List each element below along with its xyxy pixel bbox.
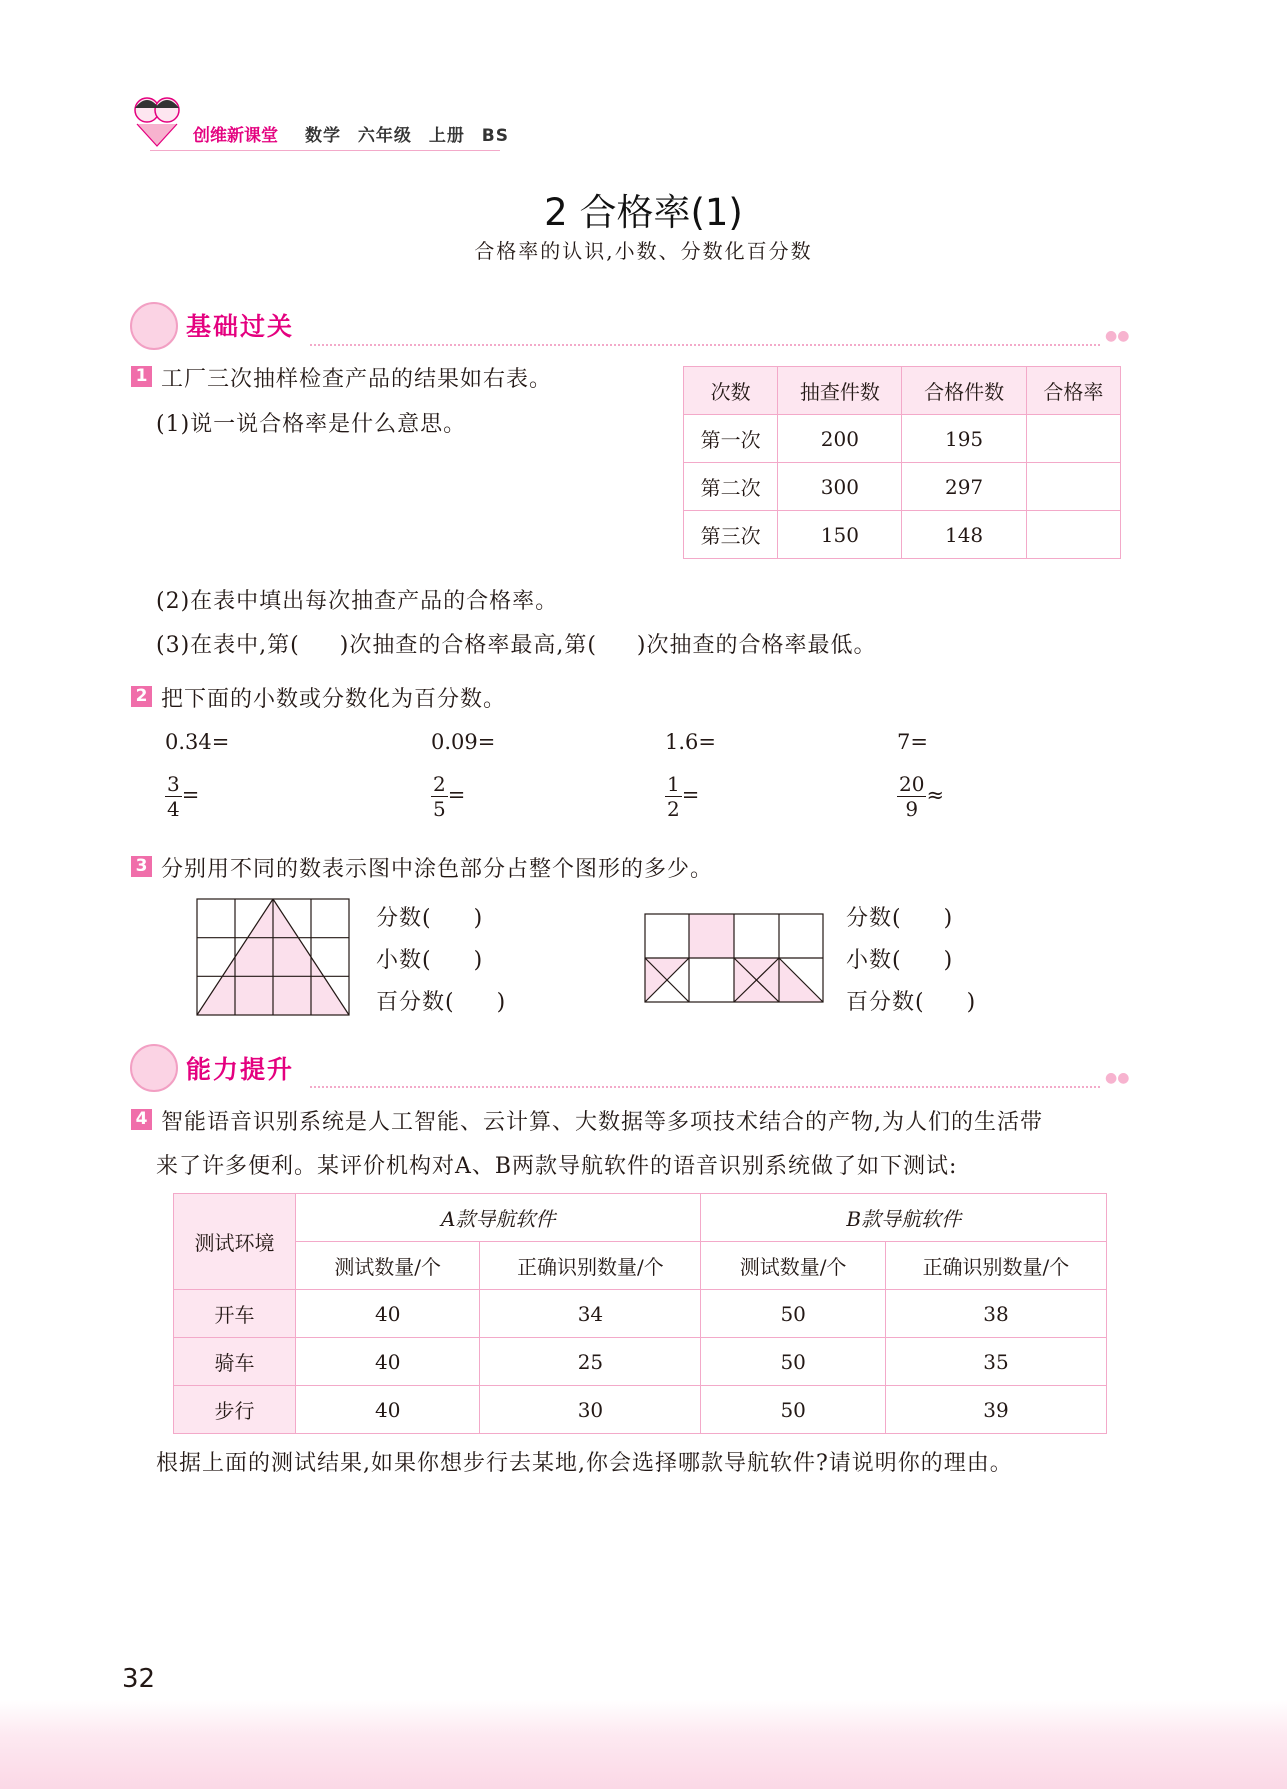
q1-sub3-part-c: )次抽查的合格率最低。 [636,633,877,658]
fraction-denominator: 9 [905,797,919,821]
page-title: 2 合格率(1) [544,191,743,234]
label-close: ) [496,990,507,1015]
fraction-numerator: 1 [667,772,680,796]
q1-answer-cell[interactable] [1026,511,1120,559]
table-row [174,1386,1107,1434]
q4-cell: 40 [295,1386,479,1434]
label-close: ) [943,906,954,931]
q1-cell: 297 [902,463,1026,511]
q1-table-header: 抽查件数 [778,367,902,415]
label-percent: 百分数( [376,990,455,1015]
q2-fraction-item [431,772,465,821]
q1-cell: 第三次 [684,511,778,559]
q3-figure-triangle [195,897,351,1017]
header-info [305,121,519,146]
label-fraction: 分数( [376,906,432,931]
q4-cell: 25 [480,1338,701,1386]
fraction-denominator: 2 [667,797,680,821]
label-close: ) [473,906,484,931]
label-fraction: 分数( [846,906,902,931]
q3-fig2-decimal [846,943,953,974]
question-number-3: 3 [131,856,152,877]
q1-cell: 195 [902,415,1026,463]
section-basic-divider [310,344,1100,346]
label-close: ) [943,948,954,973]
q1-cell: 第一次 [684,415,778,463]
section-advanced-title: 能力提升 [186,1055,295,1084]
q4-sub-header: 测试数量/个 [701,1242,885,1290]
mascot-logo [127,88,189,150]
header-grade: 六年级 [357,126,412,146]
q1-cell: 200 [778,415,902,463]
q1-answer-cell[interactable] [1026,415,1120,463]
fraction-numerator: 20 [899,772,925,796]
q2-decimal: 0.34= [165,730,230,754]
fraction [897,772,926,821]
question-number-1: 1 [131,366,152,387]
fraction [431,772,448,821]
q1-cell: 150 [778,511,902,559]
fraction-numerator: 2 [433,772,446,796]
q1-text: 工厂三次抽样检查产品的结果如右表。 [161,367,553,392]
q3-fig1-fraction [376,901,483,932]
q4-cell: 40 [295,1290,479,1338]
footer-band [0,1700,1287,1789]
table-row [174,1290,1107,1338]
q3-fig2-fraction [846,901,953,932]
q2-decimal: 7= [897,730,928,754]
q3-fig1-percent [376,985,506,1016]
q1-table-header: 次数 [684,367,778,415]
q3-fig1-decimal [376,943,483,974]
section-basic-dots-icon: ●● [1105,328,1130,344]
q4-cell: 30 [480,1386,701,1434]
fraction-operator: = [447,783,466,807]
q4-cell: 50 [701,1338,885,1386]
section-basic-title: 基础过关 [186,312,295,341]
fraction-numerator: 3 [167,772,180,796]
table-row [174,1338,1107,1386]
q1-sub3-part-a: (3)在表中,第( [156,633,300,658]
q1-sub3-part-b: )次抽查的合格率最高,第( [339,633,597,658]
q4-group-b-header: B款导航软件 [701,1194,1107,1242]
q4-cell: 50 [701,1386,885,1434]
q4-env-header: 测试环境 [174,1194,296,1290]
question-number-2: 2 [131,686,152,707]
q4-cell: 39 [885,1386,1106,1434]
fraction [665,772,682,821]
q4-group-a-header: A款导航软件 [295,1194,700,1242]
q4-row-label: 开车 [174,1290,296,1338]
fraction-denominator: 4 [167,797,180,821]
header-brand: 创维新课堂 [193,126,278,146]
fraction-operator: ≈ [926,783,945,807]
table-row [684,511,1121,559]
q1-table-header: 合格率 [1026,367,1120,415]
q4-sub-header: 测试数量/个 [295,1242,479,1290]
section-advanced-icon [130,1044,178,1092]
header-subject: 数学 [305,126,341,146]
header-divider [150,150,500,151]
table-row [684,463,1121,511]
q4-row-label: 步行 [174,1386,296,1434]
fraction [165,772,182,821]
label-close: ) [473,948,484,973]
q4-cell: 35 [885,1338,1106,1386]
q4-cell: 50 [701,1290,885,1338]
label-decimal: 小数( [846,948,902,973]
q4-row-label: 骑车 [174,1338,296,1386]
q2-fraction-item [665,772,699,821]
q3-text: 分别用不同的数表示图中涂色部分占整个图形的多少。 [161,857,714,882]
q1-answer-cell[interactable] [1026,463,1120,511]
q3-fig2-percent [846,985,976,1016]
q1-cell: 148 [902,511,1026,559]
q2-fraction-item [165,772,199,821]
fraction-operator: = [681,783,700,807]
q4-text-line1: 智能语音识别系统是人工智能、云计算、大数据等多项技术结合的产物,为人们的生活带 [161,1110,1043,1135]
page-number: 32 [122,1664,156,1694]
q4-cell: 34 [480,1290,701,1338]
q1-cell: 300 [778,463,902,511]
header-volume: 上册 [428,126,465,146]
q4-text-line2: 来了许多便利。某评价机构对A、B两款导航软件的语音识别系统做了如下测试: [156,1154,958,1179]
q3-figure-rectangle [643,912,825,1004]
fraction-operator: = [181,783,200,807]
q1-sub1: (1)说一说合格率是什么意思。 [156,412,467,437]
fraction-denominator: 5 [433,797,446,821]
q1-sub3 [156,628,877,659]
q1-cell: 第二次 [684,463,778,511]
q1-table-header: 合格件数 [902,367,1026,415]
q4-table [173,1193,1107,1434]
q4-cell: 40 [295,1338,479,1386]
q2-decimal: 1.6= [665,730,716,754]
q1-table [683,366,1121,559]
label-decimal: 小数( [376,948,432,973]
q4-sub-header: 正确识别数量/个 [480,1242,701,1290]
page-subtitle: 合格率的认识,小数、分数化百分数 [474,239,813,263]
q4-question: 根据上面的测试结果,如果你想步行去某地,你会选择哪款导航软件?请说明你的理由。 [156,1451,1013,1476]
label-percent: 百分数( [846,990,925,1015]
q1-sub2: (2)在表中填出每次抽查产品的合格率。 [156,589,559,614]
q4-sub-header: 正确识别数量/个 [885,1242,1106,1290]
header-edition: BS [481,126,509,146]
q2-text: 把下面的小数或分数化为百分数。 [161,687,507,712]
label-close: ) [966,990,977,1015]
q4-cell: 38 [885,1290,1106,1338]
question-number-4: 4 [131,1109,152,1130]
q2-decimal: 0.09= [431,730,496,754]
section-basic-icon [130,302,178,350]
table-row [684,415,1121,463]
section-advanced-divider [310,1086,1100,1088]
section-advanced-dots-icon: ●● [1105,1070,1130,1086]
q2-fraction-item [897,772,944,821]
